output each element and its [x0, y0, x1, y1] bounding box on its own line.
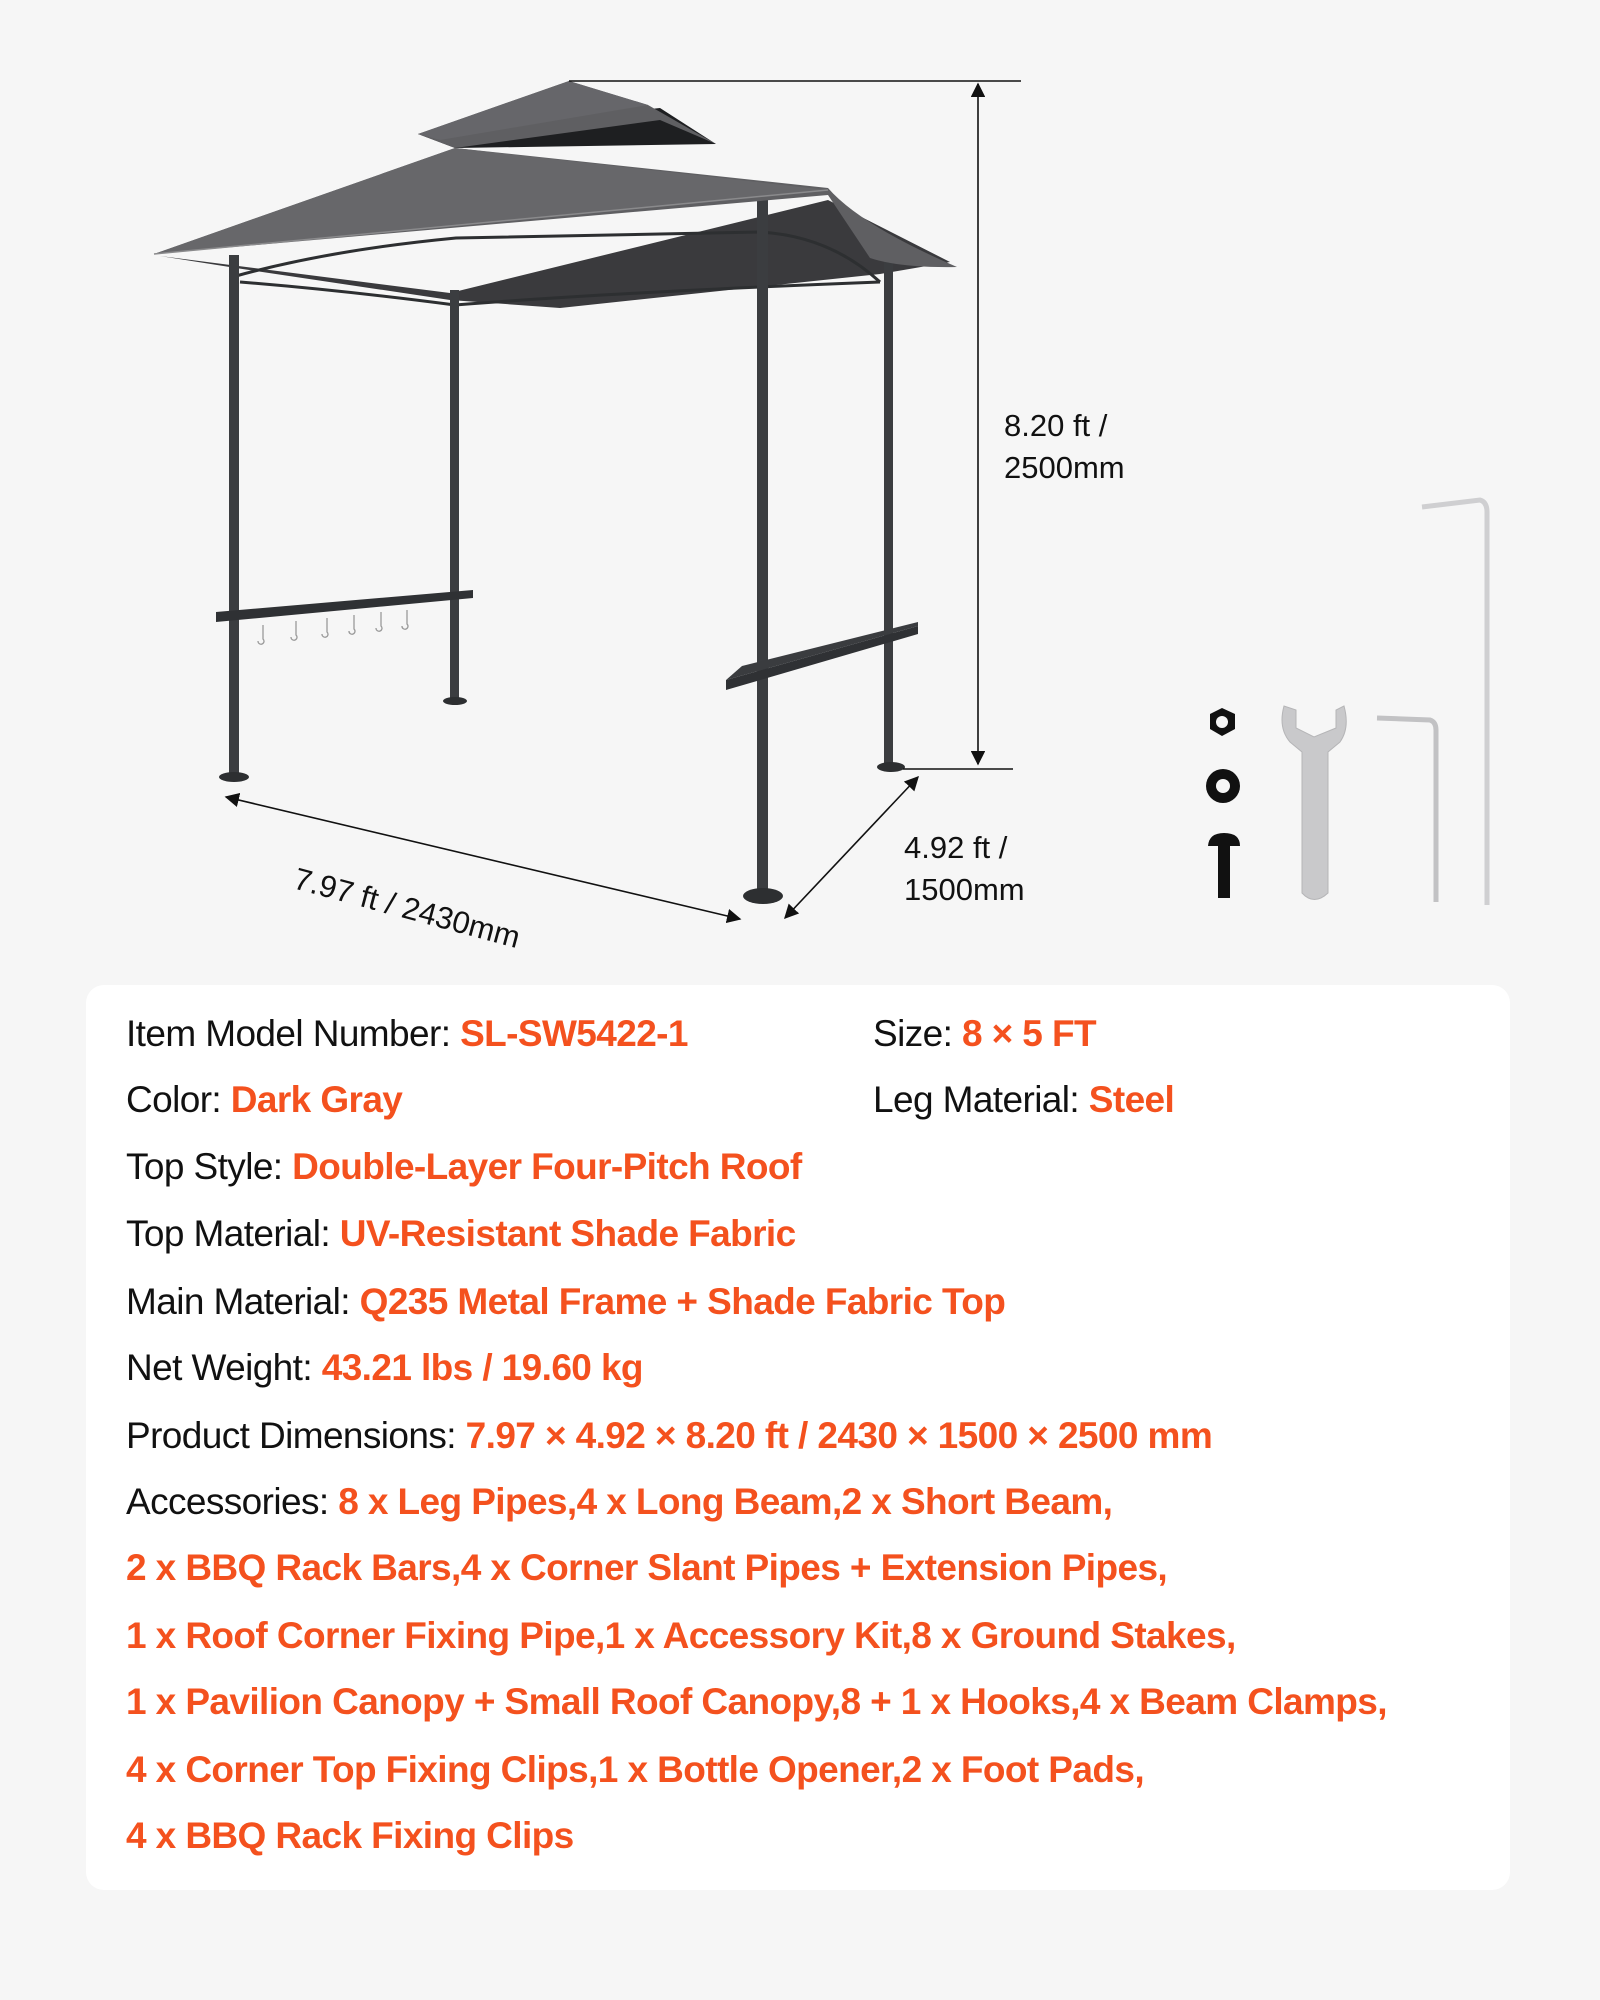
spec-value: 2 x BBQ Rack Bars,4 x Corner Slant Pipes + Extension Pipes, [126, 1547, 1168, 1588]
hardware-kit [1206, 500, 1487, 905]
depth-dimension-mm: 1500mm [904, 872, 1025, 907]
spec-value: Q235 Metal Frame + Shade Fabric Top [359, 1281, 1006, 1322]
spec-label: Main Material: [126, 1281, 360, 1322]
spec-value: Double-Layer Four-Pitch Roof [292, 1146, 802, 1187]
accessories-line [126, 1744, 1144, 1796]
wrench-icon [1282, 706, 1346, 900]
spec-card [86, 985, 1510, 1890]
hex-nut-icon [1210, 708, 1235, 736]
spec-net-weight [126, 1342, 643, 1394]
long-hex-key-icon [1422, 500, 1487, 905]
spec-label: Leg Material: [873, 1079, 1089, 1120]
spec-value: 4 x BBQ Rack Fixing Clips [126, 1815, 574, 1856]
gazebo-illustration [154, 81, 957, 904]
spec-accessories [126, 1476, 1112, 1528]
bolt-icon [1208, 833, 1240, 898]
spec-top-material [126, 1208, 796, 1260]
spec-value: 7.97 × 4.92 × 8.20 ft / 2430 × 1500 × 2500 mm [465, 1415, 1213, 1456]
spec-size [873, 1008, 1096, 1060]
spec-color [126, 1074, 402, 1126]
spec-value: UV-Resistant Shade Fabric [339, 1213, 796, 1254]
spec-label: Size: [873, 1013, 962, 1054]
spec-value: Steel [1088, 1079, 1175, 1120]
spec-value: 4 x Corner Top Fixing Clips,1 x Bottle Opener,2 x Foot Pads, [126, 1749, 1145, 1790]
spec-label: Item Model Number: [126, 1013, 461, 1054]
accessories-line [126, 1676, 1387, 1728]
spec-leg-material [873, 1074, 1174, 1126]
spec-value: 43.21 lbs / 19.60 kg [321, 1347, 643, 1388]
spec-value: Dark Gray [230, 1079, 403, 1120]
spec-label: Top Style: [126, 1146, 293, 1187]
spec-value: 1 x Pavilion Canopy + Small Roof Canopy,8 + 1 x Hooks,4 x Beam Clamps, [126, 1681, 1387, 1722]
spec-value: 8 x Leg Pipes,4 x Long Beam,2 x Short Beam, [338, 1481, 1113, 1522]
height-dimension-mm: 2500mm [1004, 450, 1125, 485]
spec-top-style [126, 1141, 802, 1193]
spec-dimensions [126, 1410, 1212, 1462]
spec-model [126, 1008, 688, 1060]
spec-label: Color: [126, 1079, 231, 1120]
spec-value: 8 × 5 FT [961, 1013, 1096, 1054]
spec-value: 1 x Roof Corner Fixing Pipe,1 x Accessory Kit,8 x Ground Stakes, [126, 1615, 1236, 1656]
spec-label: Product Dimensions: [126, 1415, 466, 1456]
accessories-line [126, 1610, 1236, 1662]
washer-icon [1206, 769, 1240, 803]
accessories-line [126, 1810, 574, 1862]
spec-label: Accessories: [126, 1481, 339, 1522]
depth-dimension-ft: 4.92 ft / [904, 830, 1008, 865]
gazebo-dimension-diagram [0, 0, 1600, 980]
spec-label: Net Weight: [126, 1347, 322, 1388]
short-hex-key-icon [1377, 718, 1436, 902]
height-dimension-label [1004, 405, 1125, 489]
accessories-line [126, 1542, 1167, 1594]
depth-dimension-label [904, 827, 1025, 911]
spec-value: SL-SW5422-1 [460, 1013, 688, 1054]
spec-label: Top Material: [126, 1213, 340, 1254]
height-dimension-ft: 8.20 ft / [1004, 408, 1108, 443]
spec-main-material [126, 1276, 1005, 1328]
width-dimension-label: 7.97 ft / 2430mm [290, 860, 524, 955]
